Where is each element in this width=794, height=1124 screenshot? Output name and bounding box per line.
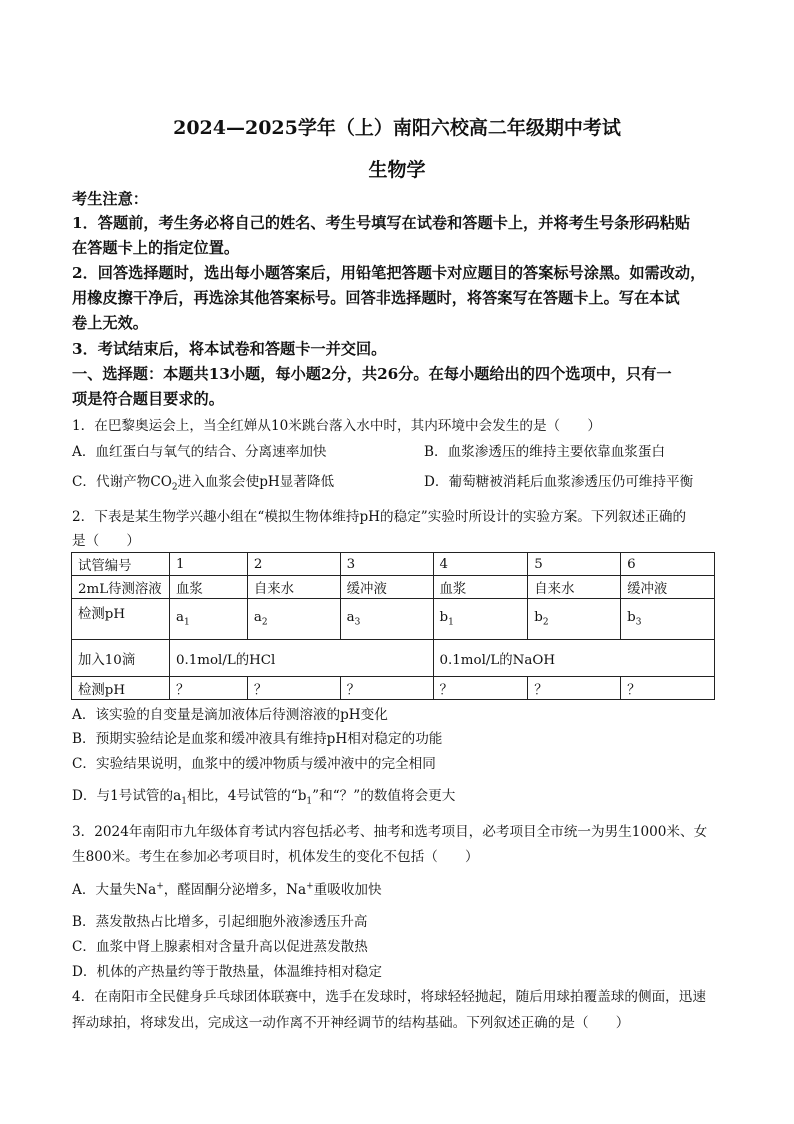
notice-line: 1．答题前，考生务必将自己的姓名、考生号填写在试卷和答题卡上，并将考生号条形码粘贴 bbox=[72, 214, 691, 232]
table-cell: 自来水 bbox=[247, 576, 340, 599]
table-cell: 0.1mol/L的HCl bbox=[169, 640, 433, 677]
table-cell: 5 bbox=[528, 553, 621, 576]
table-cell: 检测pH bbox=[72, 599, 170, 640]
notice-heading: 考生注意： bbox=[72, 190, 148, 208]
notice-line: 3．考试结束后，将本试卷和答题卡一并交回。 bbox=[72, 340, 387, 358]
question-3-option-d: D．机体的产热量约等于散热量，体温维持相对稳定 bbox=[72, 964, 382, 980]
question-2-option-c: C．实验结果说明，血浆中的缓冲物质与缓冲液中的完全相同 bbox=[72, 756, 436, 772]
notice-line: 2．回答选择题时，选出每小题答案后，用铅笔把答题卡对应题目的答案标号涂黑。如需改动， bbox=[72, 264, 706, 282]
notice-line: 用橡皮擦干净后，再选涂其他答案标号。回答非选择题时，将答案写在答题卡上。写在本试 bbox=[72, 289, 680, 307]
table-row bbox=[72, 576, 715, 599]
table-cell: ？ bbox=[169, 677, 247, 700]
table-cell: 2 bbox=[247, 553, 340, 576]
table-cell: 血浆 bbox=[169, 576, 247, 599]
question-4-stem: 挥动球拍，将球发出，完成这一动作离不开神经调节的结构基础。下列叙述正确的是（ ） bbox=[72, 1015, 630, 1031]
table-cell: 自来水 bbox=[528, 576, 621, 599]
question-3-stem: 3．2024年南阳市九年级体育考试内容包括必考、抽考和选考项目，必考项目全市统一为男生1000米、女 bbox=[72, 824, 708, 840]
question-3-stem: 生800米。考生在参加必考项目时，机体发生的变化不包括（ ） bbox=[72, 849, 479, 865]
question-1-option-a: A．血红蛋白与氧气的结合、分离速率加快 bbox=[72, 444, 327, 460]
notice-line: 在答题卡上的指定位置。 bbox=[72, 239, 240, 257]
question-1-option-c: C．代谢产物$CO_2$进入血浆会使pH显著降低 bbox=[72, 474, 335, 493]
question-2-option-d: D．与1号试管的$a_1$相比，4号试管的“$b_1$”和“？”的数值将会更大 bbox=[72, 788, 456, 807]
question-2-stem: 是（ ） bbox=[72, 533, 140, 549]
table-cell: $b_2$ bbox=[528, 599, 621, 640]
table-cell: 3 bbox=[340, 553, 433, 576]
question-2-stem: 2．下表是某生物学兴趣小组在“模拟生物体维持pH的稳定”实验时所设计的实验方案。下列叙述正确的 bbox=[72, 509, 687, 525]
table-row bbox=[72, 677, 715, 700]
table-cell: 4 bbox=[433, 553, 528, 576]
table-row bbox=[72, 599, 715, 640]
table-cell: 检测pH bbox=[72, 677, 170, 700]
question-1-option-b: B．血浆渗透压的维持主要依靠血浆蛋白 bbox=[424, 444, 666, 460]
table-cell: 试管编号 bbox=[72, 553, 170, 576]
question-3-option-c: C．血浆中肾上腺素相对含量升高以促进蒸发散热 bbox=[72, 939, 368, 955]
table-cell: 0.1mol/L的NaOH bbox=[433, 640, 714, 677]
table-cell: ？ bbox=[528, 677, 621, 700]
table-cell: 6 bbox=[621, 553, 715, 576]
table-cell: 血浆 bbox=[433, 576, 528, 599]
question-1-stem: 1．在巴黎奥运会上，当全红婵从10米跳台落入水中时，其内环境中会发生的是（ ） bbox=[72, 418, 601, 434]
table-cell: $b_3$ bbox=[621, 599, 715, 640]
question-2-option-a: A．该实验的自变量是滴加液体后待测溶液的pH变化 bbox=[72, 707, 388, 723]
table-cell: ？ bbox=[621, 677, 715, 700]
question-4-stem: 4．在南阳市全民健身乒乓球团体联赛中，选手在发球时，将球轻轻抛起，随后用球拍覆盖球的侧面，迅速 bbox=[72, 989, 706, 1005]
table-cell: 缓冲液 bbox=[621, 576, 715, 599]
table-row bbox=[72, 640, 715, 677]
table-cell: $b_1$ bbox=[433, 599, 528, 640]
question-3-option-a: A．大量失Na+，醛固酮分泌增多，Na+重吸收加快 bbox=[72, 881, 382, 898]
table-row bbox=[72, 553, 715, 576]
question-1-option-d: D．葡萄糖被消耗后血浆渗透压仍可维持平衡 bbox=[424, 474, 694, 490]
question-3-option-b: B．蒸发散热占比增多，引起细胞外液渗透压升高 bbox=[72, 914, 368, 930]
section-heading: 一、选择题：本题共13小题，每小题2分，共26分。在每小题给出的四个选项中，只有一 bbox=[72, 365, 672, 383]
exam-subject: 生物学 bbox=[368, 159, 426, 181]
exam-title: 2024—2025学年（上）南阳六校高二年级期中考试 bbox=[173, 117, 621, 139]
table-cell: 1 bbox=[169, 553, 247, 576]
notice-line: 卷上无效。 bbox=[72, 314, 148, 332]
table-cell: 加入10滴 bbox=[72, 640, 170, 677]
question-2-option-b: B．预期实验结论是血浆和缓冲液具有维持pH相对稳定的功能 bbox=[72, 731, 443, 747]
table-cell: 2mL待测溶液 bbox=[72, 576, 170, 599]
table-cell: 缓冲液 bbox=[340, 576, 433, 599]
experiment-table bbox=[71, 552, 715, 700]
table-cell: $a_1$ bbox=[169, 599, 247, 640]
table-cell: $a_3$ bbox=[340, 599, 433, 640]
table-cell: ？ bbox=[340, 677, 433, 700]
section-heading: 项是符合题目要求的。 bbox=[72, 390, 224, 408]
table-cell: ？ bbox=[433, 677, 528, 700]
table-cell: $a_2$ bbox=[247, 599, 340, 640]
table-cell: ？ bbox=[247, 677, 340, 700]
